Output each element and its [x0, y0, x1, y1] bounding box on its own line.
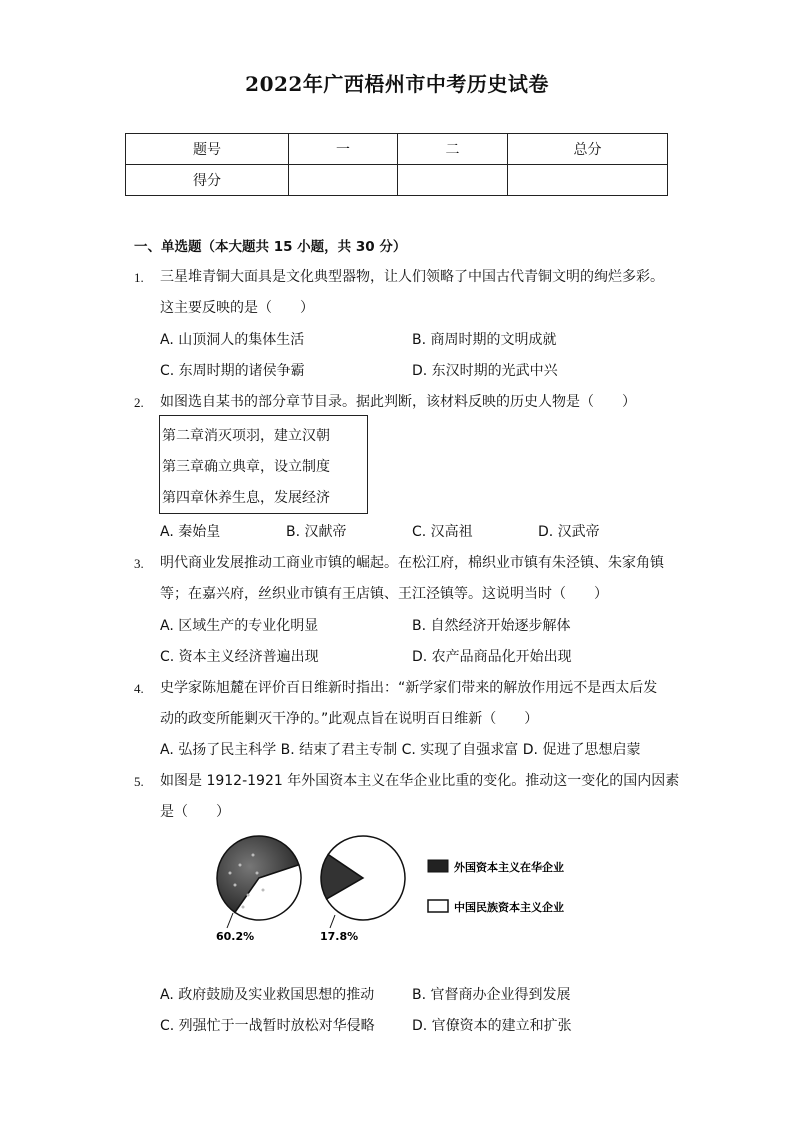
option-c[interactable]: C. 汉高祖	[412, 524, 473, 540]
option-c[interactable]: C. 资本主义经济普遍出现	[160, 649, 319, 665]
question-text: 如图选自某书的部分章节目录。据此判断，该材料反映的历史人物是（ ）	[160, 394, 636, 410]
question-number: 1.	[134, 270, 144, 285]
question-text: 明代商业发展推动工商业市镇的崛起。在松江府，棉织业市镇有朱泾镇、朱家角镇	[160, 555, 664, 571]
question-text: 三星堆青铜大面具是文化典型器物，让人们领略了中国古代青铜文明的绚烂多彩。	[160, 269, 664, 285]
score-cell-2[interactable]	[398, 165, 508, 196]
options-line[interactable]: A. 弘扬了民主科学 B. 结束了君主专制 C. 实现了自强求富 D. 促进了思想启蒙	[160, 742, 641, 758]
question-text: 这主要反映的是（ ）	[160, 300, 314, 316]
option-a[interactable]: A. 区域生产的专业化明显	[160, 618, 319, 634]
legend-swatch-national	[428, 900, 448, 912]
option-d[interactable]: D. 官僚资本的建立和扩张	[412, 1018, 572, 1034]
pie-chart-2	[321, 836, 405, 928]
pie-1-label-leader	[227, 913, 233, 928]
pie-texture-dot	[247, 894, 250, 897]
score-header-number: 题号	[126, 134, 289, 165]
legend-swatch-foreign	[428, 860, 448, 872]
score-header-1: 一	[289, 134, 398, 165]
pie-texture-dot	[262, 889, 265, 892]
option-b[interactable]: B. 商周时期的文明成就	[412, 332, 557, 348]
option-d[interactable]: D. 汉武帝	[538, 524, 600, 540]
pie-texture-dot	[239, 864, 242, 867]
option-c[interactable]: C. 东周时期的诸侯争霸	[160, 363, 305, 379]
score-cell-total[interactable]	[508, 165, 668, 196]
option-d[interactable]: D. 农产品商品化开始出现	[412, 649, 572, 665]
score-header-2: 二	[398, 134, 508, 165]
option-a[interactable]: A. 山顶洞人的集体生活	[160, 332, 305, 348]
toc-box	[159, 415, 368, 514]
option-a[interactable]: A. 政府鼓励及实业救国思想的推动	[160, 987, 375, 1003]
question-number: 5.	[134, 774, 144, 789]
pie-2-data-label: 17.8%	[320, 930, 359, 943]
pie-texture-dot	[229, 872, 232, 875]
section-title: 一、单选题（本大题共 15 小题，共 30 分）	[134, 239, 407, 255]
question-number: 2.	[134, 395, 144, 410]
question-number: 4.	[134, 681, 144, 696]
pie-texture-dot	[256, 872, 259, 875]
pie-chart-1	[217, 836, 301, 928]
option-b[interactable]: B. 汉献帝	[286, 524, 347, 540]
page-title: 2022年广西梧州市中考历史试卷	[245, 72, 549, 96]
question-text: 史学家陈旭麓在评价百日维新时指出：“新学家们带来的解放作用远不是西太后发	[160, 680, 658, 696]
question-text: 等；在嘉兴府，丝织业市镇有王店镇、王江泾镇等。这说明当时（ ）	[160, 586, 608, 602]
question-number: 3.	[134, 556, 144, 571]
option-b[interactable]: B. 官督商办企业得到发展	[412, 987, 571, 1003]
legend-label-national: 中国民族资本主义企业	[454, 901, 564, 914]
question-text: 动的政变所能剿灭干净的。”此观点旨在说明百日维新（ ）	[160, 711, 539, 727]
option-c[interactable]: C. 列强忙于一战暂时放松对华侵略	[160, 1018, 375, 1034]
option-d[interactable]: D. 东汉时期的光武中兴	[412, 363, 558, 379]
pie-texture-dot	[234, 884, 237, 887]
score-table	[125, 133, 668, 196]
score-header-total: 总分	[508, 134, 668, 165]
pie-texture-dot	[252, 854, 255, 857]
toc-line: 第二章消灭项羽，建立汉朝	[162, 428, 330, 444]
question-text: 如图是 1912-1921 年外国资本主义在华企业比重的变化。推动这一变化的国内因素	[160, 773, 680, 789]
score-cell-1[interactable]	[289, 165, 398, 196]
pie-texture-dot	[242, 906, 245, 909]
pie-figure	[215, 825, 595, 950]
question-text: 是（ ）	[160, 804, 230, 820]
toc-line: 第三章确立典章，设立制度	[162, 459, 330, 475]
toc-line: 第四章休养生息，发展经济	[162, 490, 330, 506]
option-b[interactable]: B. 自然经济开始逐步解体	[412, 618, 571, 634]
pie-1-data-label: 60.2%	[216, 930, 255, 943]
pie-2-label-leader	[330, 915, 335, 928]
score-row-label: 得分	[126, 165, 289, 196]
option-a[interactable]: A. 秦始皇	[160, 524, 221, 540]
legend-label-foreign: 外国资本主义在华企业	[454, 861, 564, 874]
